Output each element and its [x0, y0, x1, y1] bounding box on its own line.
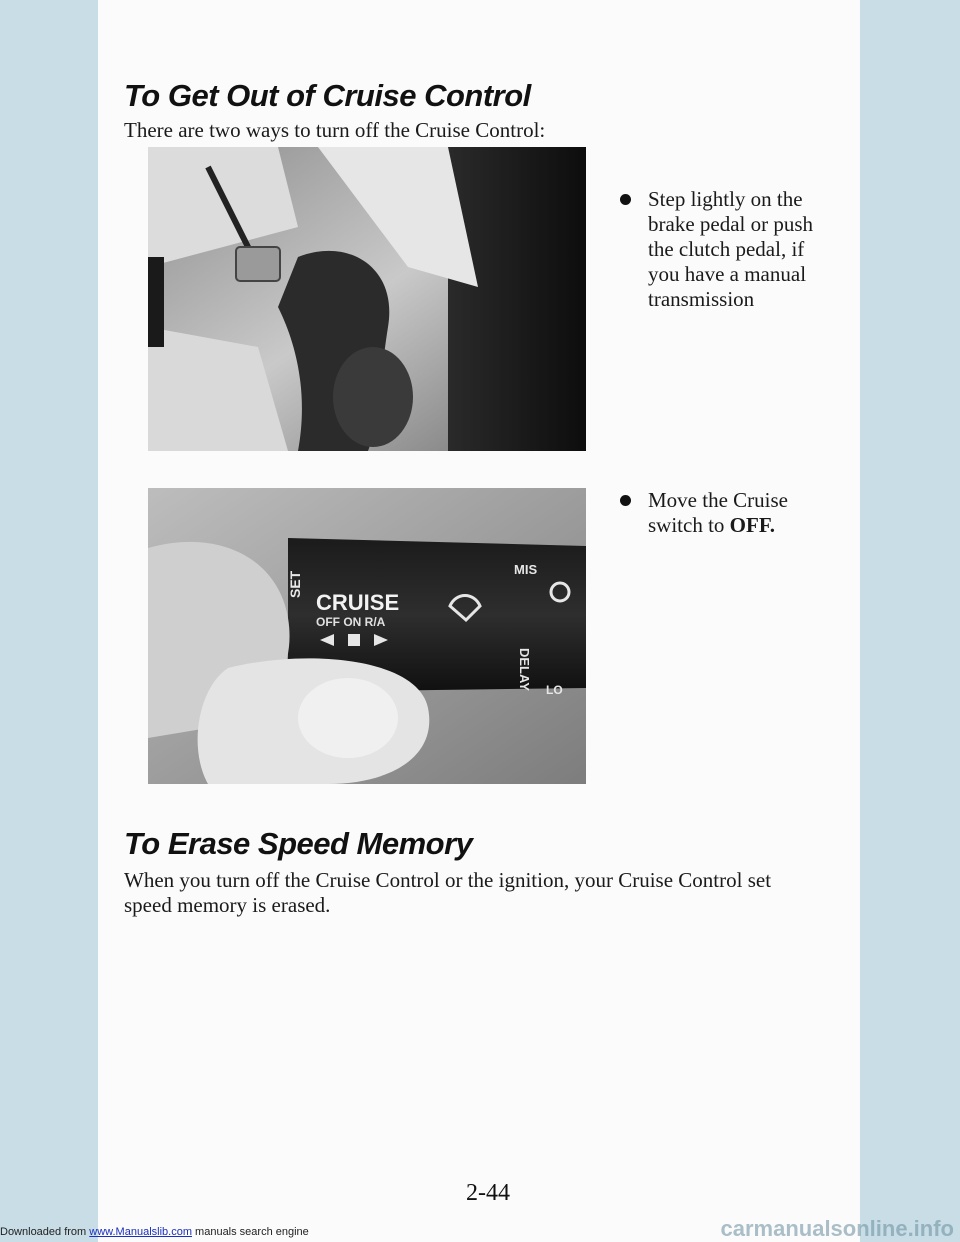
page-number: 2-44	[466, 1180, 510, 1206]
right-margin	[860, 0, 960, 1242]
off-label: OFF.	[729, 513, 775, 537]
download-footer: Downloaded from www.Manualslib.com manuals search engine	[0, 1226, 309, 1238]
heading-get-out: To Get Out of Cruise Control	[124, 78, 531, 113]
stalk-delay-label: DELAY	[517, 648, 532, 691]
cruise-switch-photo	[148, 488, 586, 784]
stalk-modes-label: OFF ON R/A	[316, 615, 386, 629]
heading-erase: To Erase Speed Memory	[124, 826, 473, 861]
bullet-icon	[620, 194, 631, 205]
manualslib-link[interactable]: www.Manualslib.com	[89, 1226, 192, 1238]
cruise-switch-illustration	[148, 488, 586, 784]
stalk-lo-label: LO	[546, 683, 563, 697]
bullet-switch-text: Move the Cruise switch to OFF.	[648, 488, 788, 537]
watermark: carmanualsonline.info	[720, 1216, 954, 1241]
intro-text: There are two ways to turn off the Cruise Control:	[124, 118, 546, 142]
left-margin	[0, 0, 98, 1242]
stalk-set-label: SET	[287, 570, 303, 598]
erase-body: When you turn off the Cruise Control or the ignition, your Cruise Control set speed memory is erased.	[124, 868, 772, 917]
brake-pedal-illustration	[148, 147, 586, 451]
stalk-mist-label: MIS	[514, 562, 538, 577]
bullet-icon	[620, 495, 631, 506]
stalk-cruise-label: CRUISE	[316, 590, 400, 615]
bullet-brake-text: Step lightly on the brake pedal or push the clutch pedal, if you have a manual transmission	[648, 187, 814, 311]
brake-pedal-photo	[148, 147, 586, 451]
